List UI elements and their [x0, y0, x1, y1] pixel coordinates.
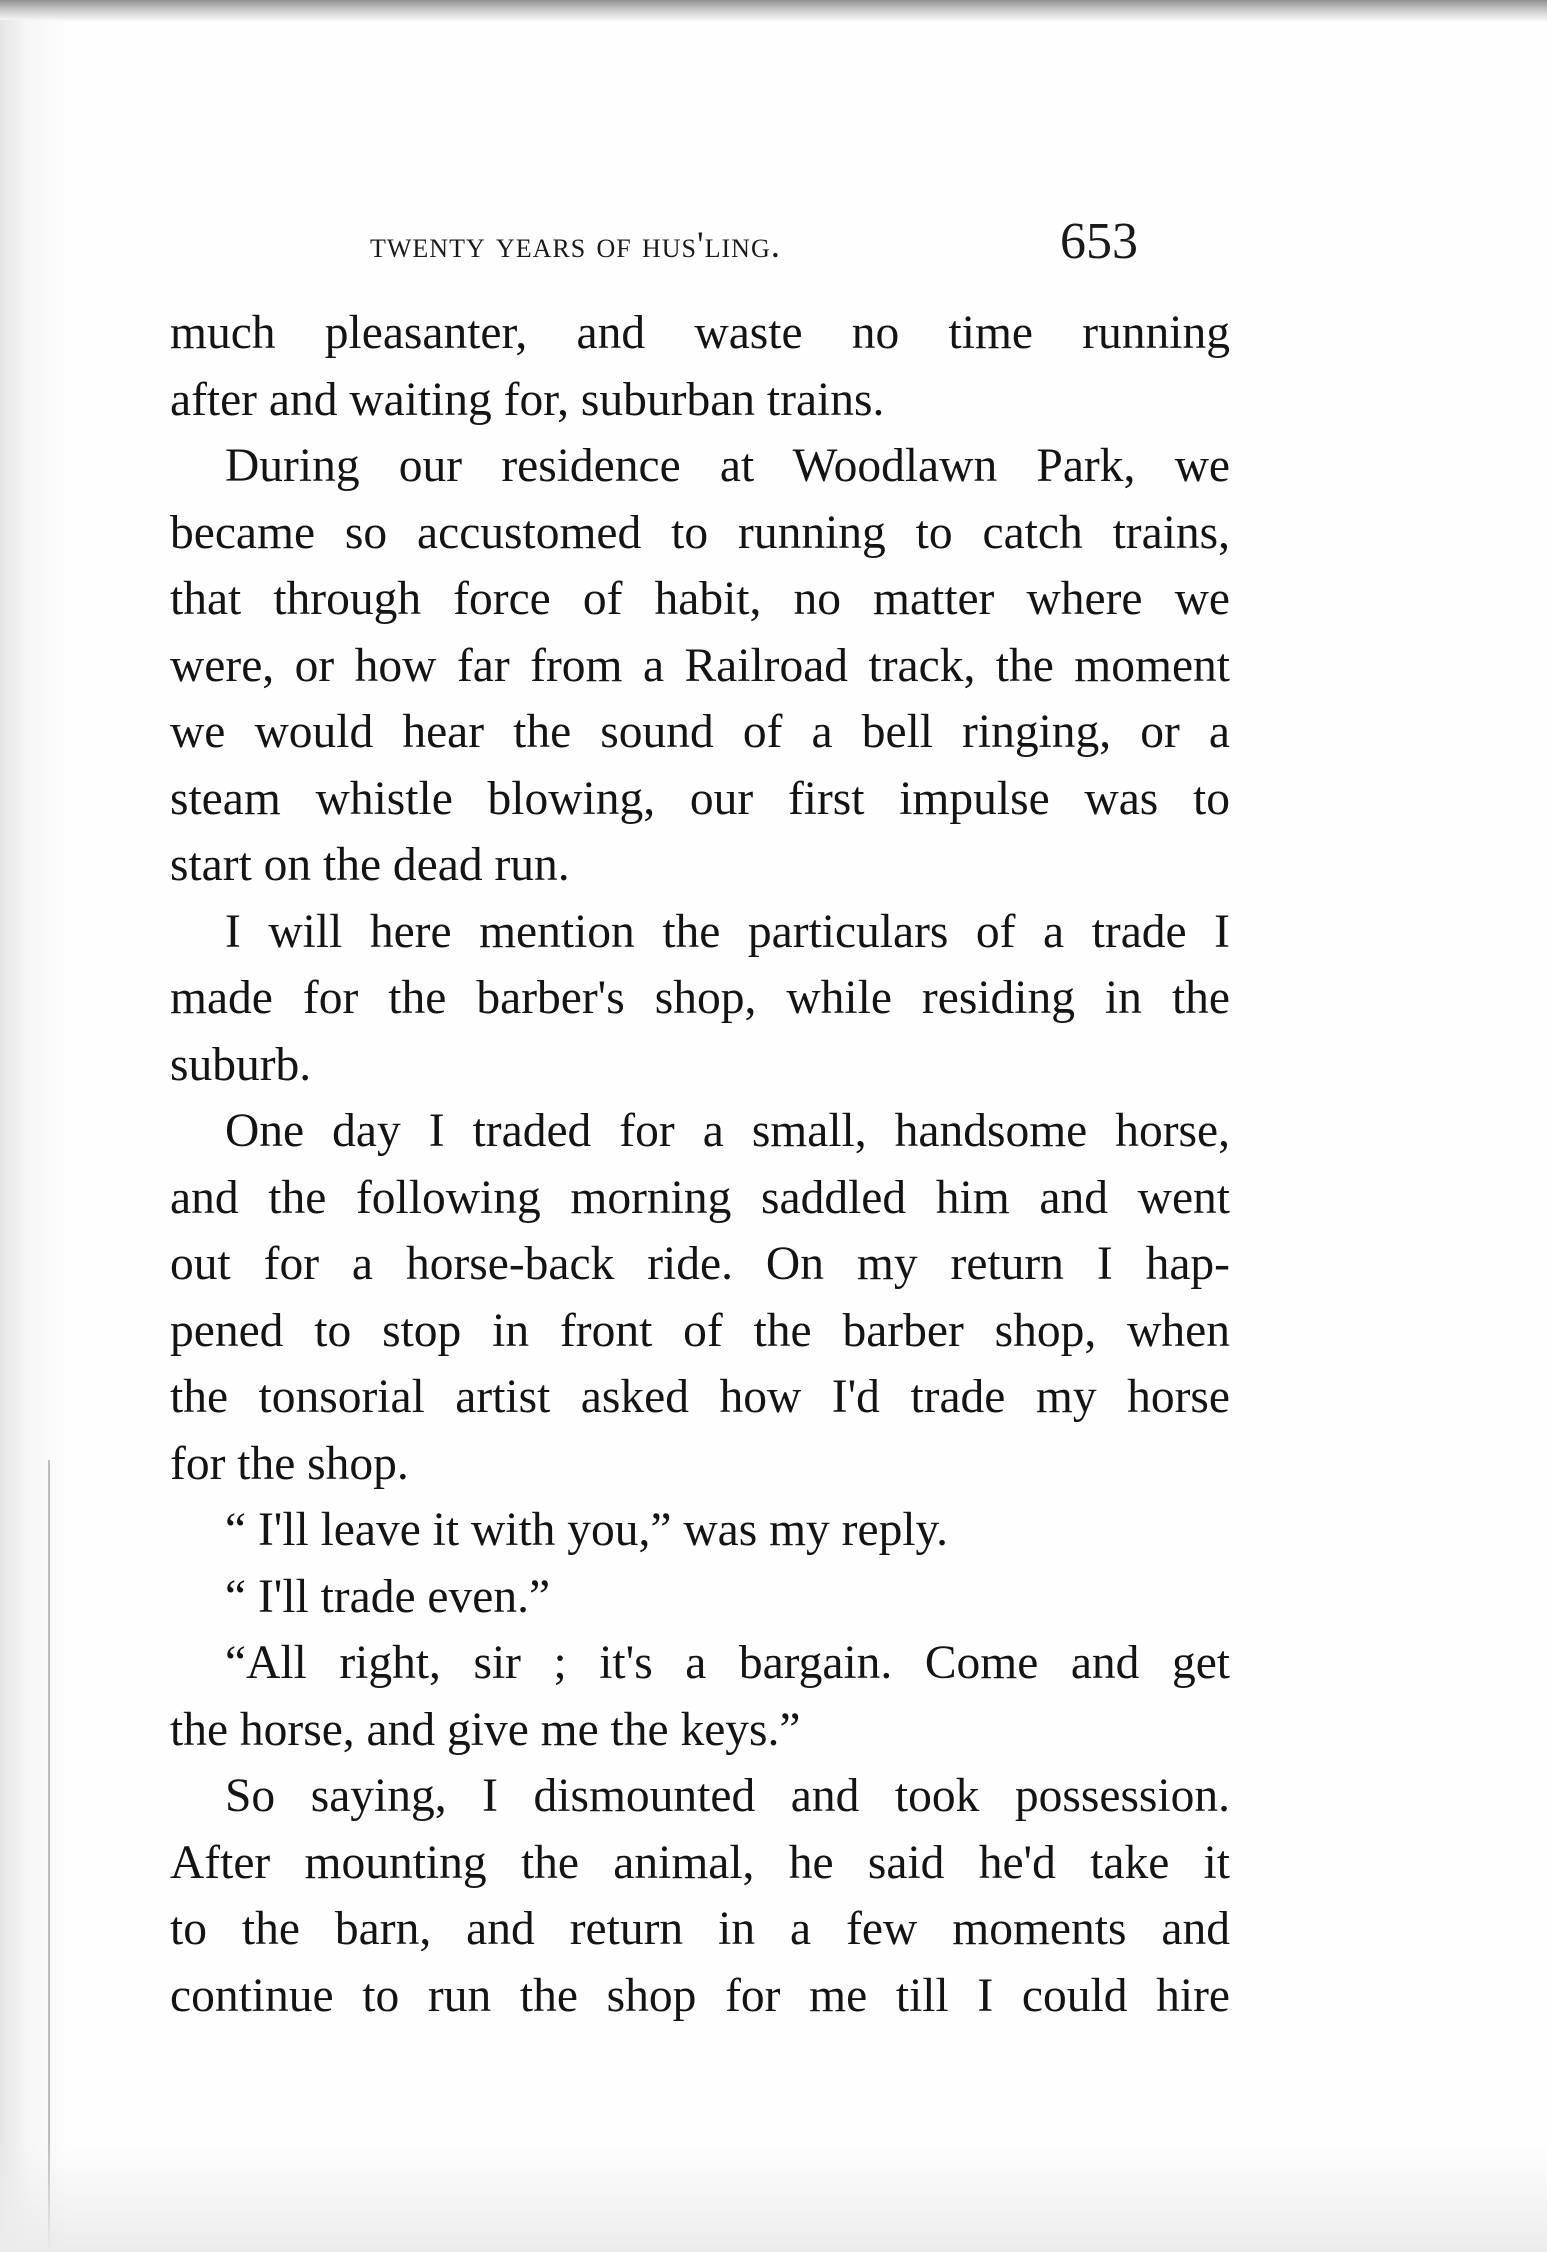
text-line: One day I traded for a small, handsome horse,	[225, 1105, 1230, 1157]
text-line: the tonsorial artist asked how I'd trade my horse	[170, 1371, 1230, 1423]
scan-gutter-line	[48, 1460, 50, 2250]
text-line: that through force of habit, no matter where we	[170, 573, 1230, 625]
text-line: “ I'll trade even.”	[225, 1570, 551, 1623]
scan-top-edge	[0, 0, 1547, 22]
text-line: During our residence at Woodlawn Park, we	[225, 440, 1230, 492]
text-line: made for the barber's shop, while residing in the	[170, 972, 1230, 1024]
page-header	[170, 200, 1230, 280]
body-text	[170, 300, 1230, 2029]
scan-bottom-shading	[0, 2142, 1547, 2252]
text-line: much pleasanter, and waste no time running	[170, 307, 1230, 359]
text-line: “All right, sir ; it's a bargain. Come and get	[225, 1637, 1230, 1689]
text-line: suburb.	[170, 1038, 312, 1091]
text-line: and the following morning saddled him and went	[170, 1171, 1230, 1224]
text-line: continue to run the shop for me till I could hire	[170, 1969, 1230, 2022]
text-line: After mounting the animal, he said he'd take it	[170, 1836, 1230, 1889]
text-line: were, or how far from a Railroad track, the moment	[170, 639, 1230, 692]
text-line: “ I'll leave it with you,” was my reply.	[225, 1504, 949, 1556]
text-line: I will here mention the particulars of a trade I	[225, 905, 1230, 958]
text-line: the horse, and give me the keys.”	[170, 1703, 801, 1756]
text-line: pened to stop in front of the barber shop, when	[170, 1304, 1230, 1357]
text-line: steam whistle blowing, our first impulse was to	[170, 772, 1230, 825]
scan-left-shadow	[0, 20, 70, 2252]
text-line: for the shop.	[170, 1437, 409, 1490]
text-line: start on the dead run.	[170, 839, 570, 891]
page-number: 653	[1060, 213, 1138, 270]
text-line: So saying, I dismounted and took possession.	[225, 1770, 1230, 1822]
text-line: out for a horse-back ride. On my return I hap-	[170, 1238, 1230, 1290]
text-line: we would hear the sound of a bell ringing, or a	[170, 706, 1230, 758]
text-line: became so accustomed to running to catch trains,	[170, 506, 1230, 559]
running-head: twenty years of hus'ling.	[370, 225, 781, 266]
text-line: to the barn, and return in a few moments and	[170, 1903, 1230, 1955]
text-line: after and waiting for, suburban trains.	[170, 373, 885, 426]
